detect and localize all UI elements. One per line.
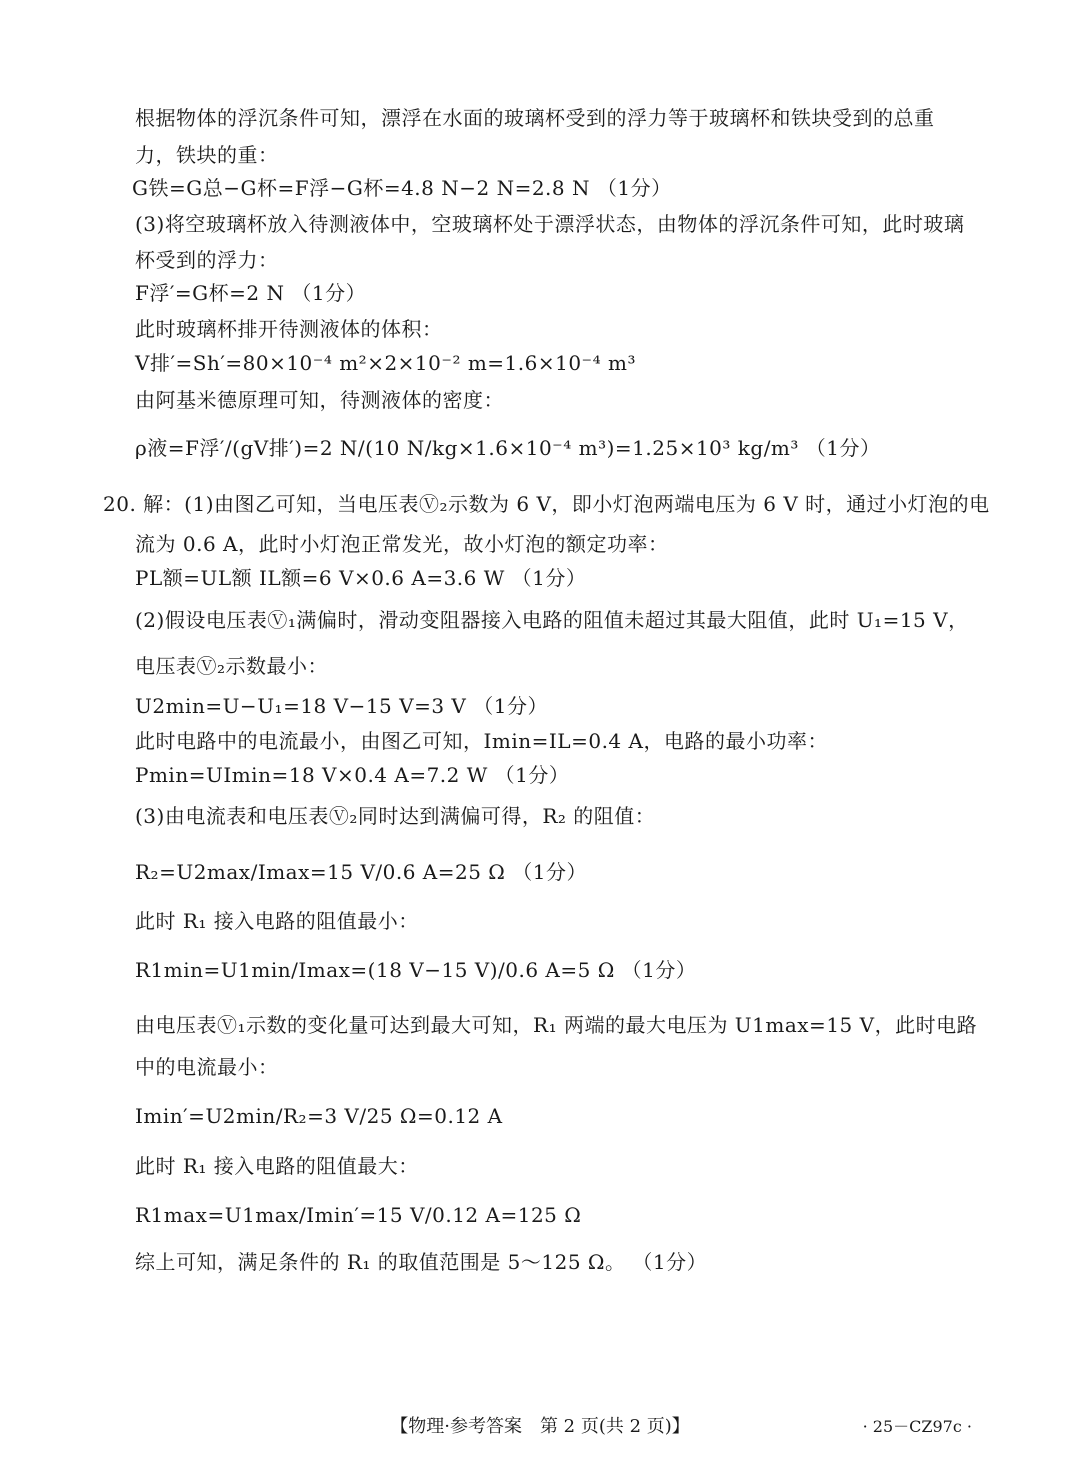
page-footer: 【物理·参考答案 第 2 页(共 2 页)】	[390, 1416, 690, 1437]
page-code: · 25－CZ97c ·	[862, 1417, 972, 1436]
answer-page: 根据物体的浮沉条件可知，漂浮在水面的玻璃杯受到的浮力等于玻璃杯和铁块受到的总重 力，铁块的重： G铁=G总−G杯=F浮−G杯=4.8 N−2 N=2.8 N （1分） (3)将空玻璃杯放入待测液体中，空玻璃杯处于漂浮状态，由物体的浮沉条件可知，此时玻璃 杯受到的浮力： F浮′=G杯=2 N （1分） 此时玻璃杯排开待测液体的体积： V排′=Sh′=80×10⁻⁴ m²×2×10⁻² m=1.6×10⁻⁴ m³ 由阿基米德原理可知，待测液体的密度： ρ液=F浮′/(gV排′)=2 N/(10 N/kg×1.6×10⁻⁴ m³)=1.25×10³ kg/m³ （1分） 20. 解：(1)由图乙可知，当电压表Ⓥ₂示数为 6 V，即小灯泡两端电压为 6 V 时，通过小灯泡的电 流为 0.6 A，此时小灯泡正常发光，故小灯泡的额定功率： PL额=UL额 IL额=6 V×0.6 A=3.6 W （1分） (2)假设电压表Ⓥ₁满偏时，滑动变阻器接入电路的阻值未超过其最大阻值，此时 U₁=15 V， 电压表Ⓥ₂示数最小： U2min=U−U₁=18 V−15 V=3 V （1分） 此时电路中的电流最小，由图乙可知，Imin=IL=0.4 A，电路的最小功率： Pmin=UImin=18 V×0.4 A=7.2 W （1分） (3)由电流表和电压表Ⓥ₂同时达到满偏可得，R₂ 的阻值： R₂=U2max/Imax=15 V/0.6 A=25 Ω （1分） 此时 R₁ 接入电路的阻值最小： R1min=U1min/Imax=(18 V−15 V)/0.6 A=5 Ω （1分） 由电压表Ⓥ₁示数的变化量可达到最大可知，R₁ 两端的最大电压为 U1max=15 V，此时电路 中的电流最小： Imin′=U2min/R₂=3 V/25 Ω=0.12 A 此时 R₁ 接入电路的阻值最大： R1max=U1max/Imin′=15 V/0.12 A=125 Ω 综上可知，满足条件的 R₁ 的取值范围是 5～125 Ω。 （1分） 【物理·参考答案 第 2 页(共 2 页)】 · 25－CZ97c ·	[0, 0, 1080, 1476]
